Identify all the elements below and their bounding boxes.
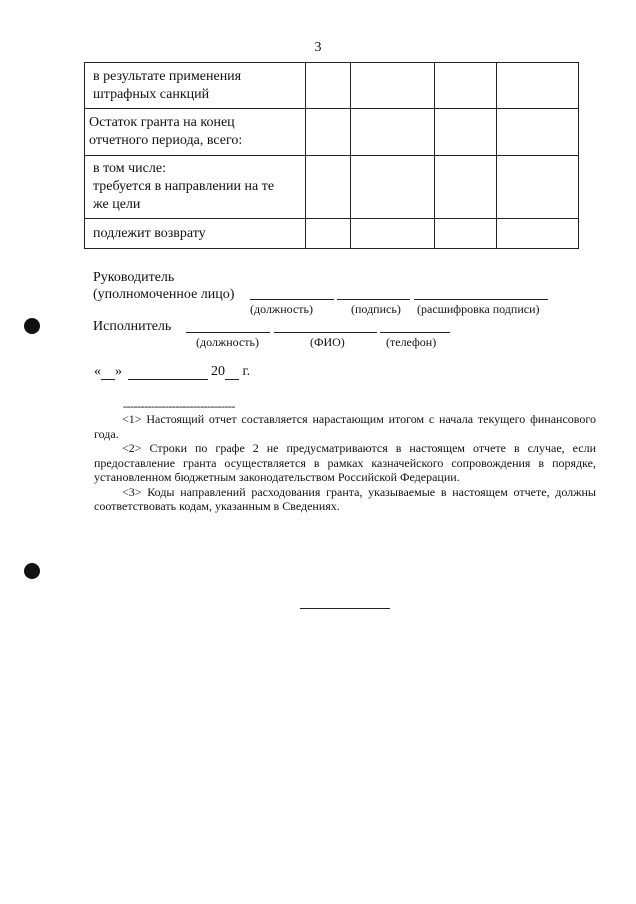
row-label-refund: [85, 219, 306, 249]
table-row: [85, 219, 579, 249]
row-label-penalties: [85, 63, 306, 109]
executor-position-line: [186, 332, 270, 333]
table-cell: [306, 63, 351, 109]
table-cell: [497, 219, 579, 249]
table-cell: [435, 63, 497, 109]
table-cell: [351, 219, 435, 249]
table-row: [85, 109, 579, 156]
head-decoding-caption: (расшифровка подписи): [417, 302, 540, 316]
row-label-line: штрафных санкций: [93, 86, 210, 102]
executor-name-caption: (ФИО): [310, 335, 345, 349]
punch-hole: [24, 563, 40, 579]
head-decoding-line: [414, 299, 548, 300]
table-row: [85, 63, 579, 109]
row-label-balance: [85, 109, 306, 156]
row-label-line: же цели: [93, 197, 141, 212]
table-cell: [497, 63, 579, 109]
table-row: [85, 156, 579, 219]
table-cell: [435, 109, 497, 156]
head-signature-line: [337, 299, 410, 300]
date-year-suffix: г.: [242, 364, 251, 379]
table-cell: [306, 156, 351, 219]
row-label-line: в том числе:: [93, 161, 166, 176]
row-label-line: в результате применения: [93, 68, 242, 84]
page-number: 3: [314, 40, 322, 55]
footnote-separator: --------------------------------: [123, 399, 235, 413]
date-year-blank: [225, 379, 239, 380]
table-cell: [306, 109, 351, 156]
table-cell: [497, 156, 579, 219]
table-cell: [351, 156, 435, 219]
executor-position-caption: (должность): [196, 335, 259, 349]
date-year-prefix: 20: [211, 364, 225, 379]
executor-phone-line: [380, 332, 450, 333]
table-cell: [351, 109, 435, 156]
executor-phone-caption: (телефон): [386, 335, 437, 349]
row-label-line: отчетного периода, всего:: [89, 133, 243, 148]
end-line: [300, 608, 390, 609]
date-month-blank: [128, 379, 208, 380]
row-label-line: требуется в направлении на те: [93, 179, 275, 194]
report-table: [84, 62, 579, 249]
table-cell: [306, 219, 351, 249]
date-open-quote: «: [94, 364, 101, 379]
head-position-line: [250, 299, 334, 300]
head-position-caption: (должность): [250, 302, 313, 316]
date-day-blank: [101, 379, 115, 380]
executor-name-line: [274, 332, 377, 333]
head-signature-caption: (подпись): [351, 302, 401, 316]
table-cell: [497, 109, 579, 156]
footnote-1: <1> Настоящий отчет составляется нарастающим итогом с начала текущего финансового года.: [94, 412, 596, 441]
table-cell: [435, 156, 497, 219]
row-label-same-purpose: [85, 156, 306, 219]
executor-label: Исполнитель: [93, 319, 172, 334]
head-label: [93, 269, 234, 303]
head-label-line1: Руководитель: [93, 270, 175, 285]
row-label-line: подлежит возврату: [93, 225, 206, 241]
date-line: [94, 364, 250, 380]
footnotes: [94, 412, 596, 514]
date-close-quote: »: [115, 364, 122, 379]
head-label-line2: (уполномоченное лицо): [93, 287, 235, 302]
footnote-2: <2> Строки по графе 2 не предусматриваются в настоящем отчете в случае, если предоставление гранта осуществляется в рамках казначейского сопровождения в порядке, установленном бюджетным законодательством Российской Федерации.: [94, 441, 596, 484]
table-cell: [435, 219, 497, 249]
table-cell: [351, 63, 435, 109]
punch-hole: [24, 318, 40, 334]
row-label-line: Остаток гранта на конец: [89, 115, 235, 130]
footnote-3: <3> Коды направлений расходования гранта, указываемые в настоящем отчете, должны соответствовать кодам, указанным в Сведениях.: [94, 484, 596, 513]
